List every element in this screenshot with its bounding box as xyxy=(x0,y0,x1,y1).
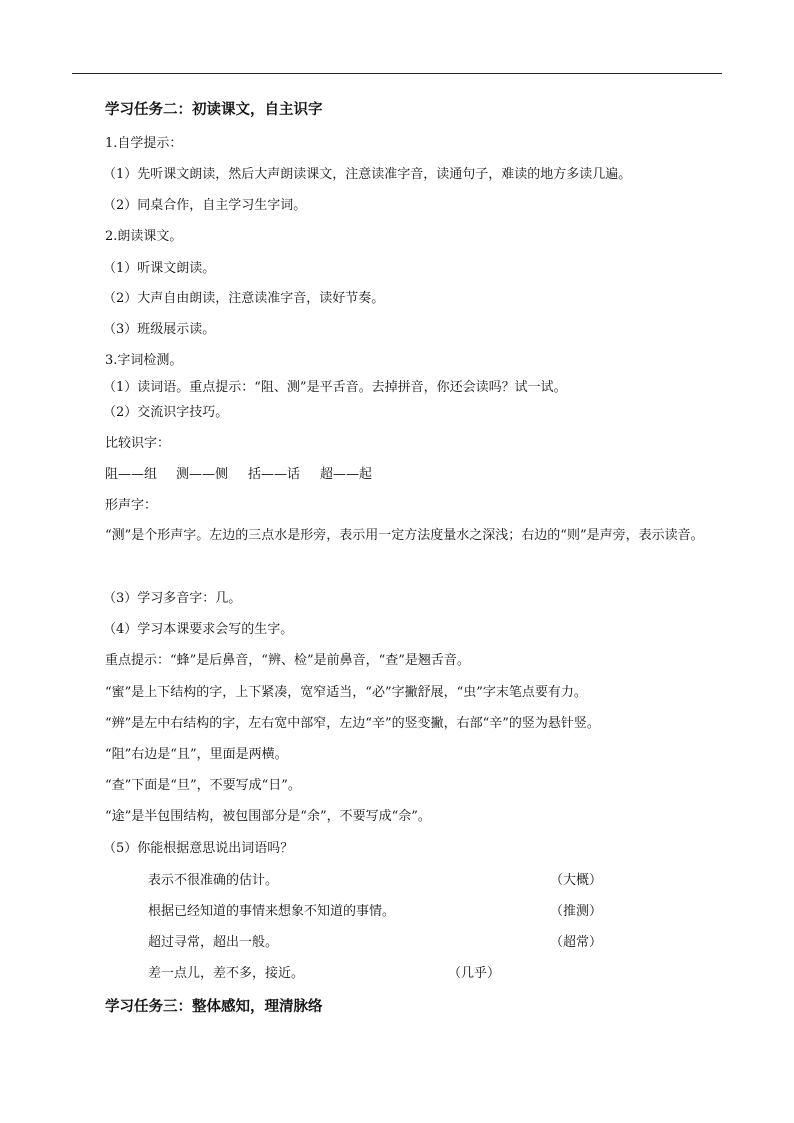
section1-title: 1.自学提示： xyxy=(105,136,183,151)
note-tu: “途”是半包围结构，被包围部分是“余”，不要写成“佘”。 xyxy=(105,809,431,824)
section1-item1: （1）先听课文朗读，然后大声朗读课文，注意读准字音，读通句子，难读的地方多读几遍。 xyxy=(103,167,632,182)
section2-item1: （1）听课文朗读。 xyxy=(103,261,216,276)
xingsheng-title: 形声字： xyxy=(105,498,158,513)
compare-title: 比较识字： xyxy=(105,436,171,451)
quiz-answer: （推测） xyxy=(550,904,603,919)
section3-item2: （2）交流识字技巧。 xyxy=(103,405,229,420)
quiz-meaning: 差一点儿，差不多，接近。 xyxy=(148,966,305,981)
note-bian: “辨”是左中右结构的字，左右宽中部窄，左边“辛”的竖变撇，右部“辛”的竖为悬针竖。 xyxy=(105,716,600,731)
section2-item3: （3）班级展示读。 xyxy=(103,322,216,337)
compare-row xyxy=(105,466,372,484)
compare-pair: 测——侧 xyxy=(176,467,229,482)
quiz-meaning: 根据已经知道的事情来想象不知道的事情。 xyxy=(148,904,396,919)
section3-item4: （4）学习本课要求会写的生字。 xyxy=(103,622,294,637)
quiz-answer: （大概） xyxy=(550,873,603,888)
note-mi: “蜜”是上下结构的字，上下紧凑，宽窄适当，“必”字撇舒展，“虫”字末笔点要有力。 xyxy=(105,685,587,700)
section3-item5: （5）你能根据意思说出词语吗？ xyxy=(103,841,294,856)
note-zu: “阻”右边是“且”，里面是两横。 xyxy=(105,747,288,762)
compare-pair: 超——起 xyxy=(320,467,373,482)
quiz-meaning: 超过寻常，超出一般。 xyxy=(148,935,279,950)
section2-title: 2.朗读课文。 xyxy=(105,229,183,244)
key-tip: 重点提示：“蜂”是后鼻音，“辨、检”是前鼻音，“查”是翘舌音。 xyxy=(105,653,470,668)
section3-item1: （1）读词语。重点提示：“阻、测”是平舌音。去掉拼音，你还会读吗？试一试。 xyxy=(103,380,567,395)
quiz-answer: （几乎） xyxy=(448,966,501,981)
quiz-meaning: 表示不很准确的估计。 xyxy=(148,873,279,888)
note-cha: “查”下面是“旦”，不要写成“日”。 xyxy=(105,778,301,793)
compare-pair: 括——话 xyxy=(248,467,301,482)
section3-title: 3.字词检测。 xyxy=(105,353,183,368)
xingsheng-paragraph: “测”是个形声字。左边的三点水是形旁，表示用一定方法度量水之深浅；右边的“则”是声旁，表示读音。 xyxy=(105,528,704,543)
task3-heading: 学习任务三：整体感知，理清脉络 xyxy=(105,998,323,1015)
task2-heading: 学习任务二：初读课文，自主识字 xyxy=(105,101,323,118)
header-rule xyxy=(72,73,722,74)
section1-item2: （2）同桌合作，自主学习生字词。 xyxy=(103,198,307,213)
compare-pair: 阻——组 xyxy=(105,467,158,482)
section3-item3: （3）学习多音字：几。 xyxy=(103,591,242,606)
quiz-answer: （超常） xyxy=(550,935,603,950)
section2-item2: （2）大声自由朗读，注意读准字音，读好节奏。 xyxy=(103,291,385,306)
